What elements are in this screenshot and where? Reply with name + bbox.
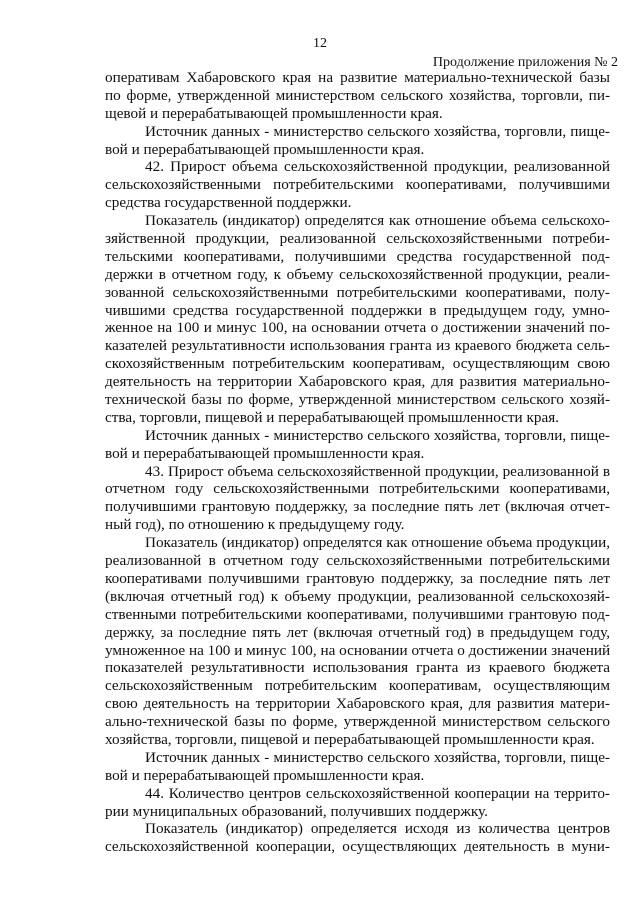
text-line: хозяйства, торговли, пищевой и перерабатывающей промышленности края. xyxy=(105,730,595,748)
text-line: 44. Количество центров сельскохозяйственной кооперации на террито- xyxy=(145,784,610,802)
text-line: отчетном году сельскохозяйственными потребительскими кооперативами, xyxy=(105,480,610,498)
text-line: казателей результативности использования гранта из краевого бюджета сель- xyxy=(105,337,610,355)
page-number: 12 xyxy=(313,36,327,51)
text-line: свою деятельность на территории Хабаровского края, для развития матери- xyxy=(105,695,610,713)
text-line: умноженное на 100 и минус 100, на основании отчета о достижении значений xyxy=(105,641,610,659)
text-line: 42. Прирост объема сельскохозяйственной продукции, реализованной xyxy=(145,158,610,176)
text-line: ный год), по отношению к предыдущему году. xyxy=(105,516,405,534)
text-line: оперативам Хабаровского края на развитие материально-технической базы xyxy=(105,69,610,86)
text-line: получившими грантовую поддержку, за последние пять лет (включая отчет- xyxy=(105,498,610,516)
text-line: держки в отчетном году, к объему сельскохозяйственной продукции, реали- xyxy=(105,265,610,283)
paragraph xyxy=(105,820,610,856)
paragraph xyxy=(105,463,610,535)
text-line: сельскохозяйственной кооперации, осуществляющих деятельность в муни- xyxy=(105,838,610,856)
text-line: Источник данных - министерство сельского хозяйства, торговли, пище- xyxy=(145,426,610,444)
body-text xyxy=(105,69,610,856)
text-line: Показатель (индикатор) определятся как отношение объема продукции, xyxy=(145,534,610,552)
paragraph xyxy=(105,158,610,212)
text-line: щевой и перерабатывающей промышленности края. xyxy=(105,104,443,122)
text-line: показателей результативности использования гранта из краевого бюджета xyxy=(105,659,610,677)
text-line: Источник данных - министерство сельского хозяйства, торговли, пище- xyxy=(145,748,610,766)
text-line: ально-технической базы по форме, утвержденной министерством сельского xyxy=(105,713,610,731)
text-line: зяйственной продукции, реализованной сельскохозяйственными потреби- xyxy=(105,230,610,248)
text-line: Источник данных - министерство сельского хозяйства, торговли, пище- xyxy=(145,122,610,140)
paragraph xyxy=(105,749,610,785)
paragraph xyxy=(105,212,610,427)
text-line: ственными потребительскими кооперативами, получившими грантовую под- xyxy=(105,605,610,623)
text-line: средства государственной поддержки. xyxy=(105,194,352,212)
text-line: Показатель (индикатор) определятся как отношение объема сельскохо- xyxy=(145,212,610,230)
paragraph xyxy=(105,123,610,159)
paragraph xyxy=(105,69,610,123)
text-line: Показатель (индикатор) определяется исходя из количества центров xyxy=(145,820,610,838)
text-line: рии муниципальных образований, получивших поддержку. xyxy=(105,802,488,820)
paragraph xyxy=(105,785,610,821)
text-line: тельскими кооперативами, получившими средства государственной под- xyxy=(105,247,610,265)
text-line: сельскохозяйственным потребительским кооперативам, осуществляющим xyxy=(105,677,610,695)
text-line: технической базы по форме, утвержденной министерством сельского хозяй- xyxy=(105,391,610,409)
paragraph xyxy=(105,534,610,749)
text-line: (включая отчетный год) к объему продукции, реализованной сельскохозяй- xyxy=(105,587,610,605)
text-line: вой и перерабатывающей промышленности края. xyxy=(105,444,425,462)
appendix-header: Продолжение приложения № 2 xyxy=(432,55,618,70)
text-line: деятельность на территории Хабаровского края, для развития материально- xyxy=(105,373,610,391)
paragraph xyxy=(105,427,610,463)
text-line: сельскохозяйственными потребительскими кооперативами, получившими xyxy=(105,176,610,194)
text-line: скохозяйственным потребительским кооперативам, осуществляющим свою xyxy=(105,355,610,373)
text-line: ства, торговли, пищевой и перерабатывающей промышленности края. xyxy=(105,408,559,426)
text-line: вой и перерабатывающей промышленности края. xyxy=(105,766,425,784)
text-line: женное на 100 и минус 100, на основании отчета о достижении значений по- xyxy=(105,319,610,337)
text-line: реализованной в отчетном году сельскохозяйственными потребительскими xyxy=(105,552,610,570)
text-line: зованной сельскохозяйственными потребительскими кооперативами, полу- xyxy=(105,283,610,301)
text-line: 43. Прирост объема сельскохозяйственной продукции, реализованной в xyxy=(145,462,610,480)
text-line: чившими средства государственной поддержки в предыдущем году, умно- xyxy=(105,301,610,319)
text-line: по форме, утвержденной министерством сельского хозяйства, торговли, пи- xyxy=(105,86,610,104)
text-line: вой и перерабатывающей промышленности края. xyxy=(105,140,425,158)
text-line: держку, за последние пять лет (включая отчетный год) в предыдущем году, xyxy=(105,623,610,641)
text-line: кооперативами получившими грантовую поддержку, за последние пять лет xyxy=(105,569,610,587)
